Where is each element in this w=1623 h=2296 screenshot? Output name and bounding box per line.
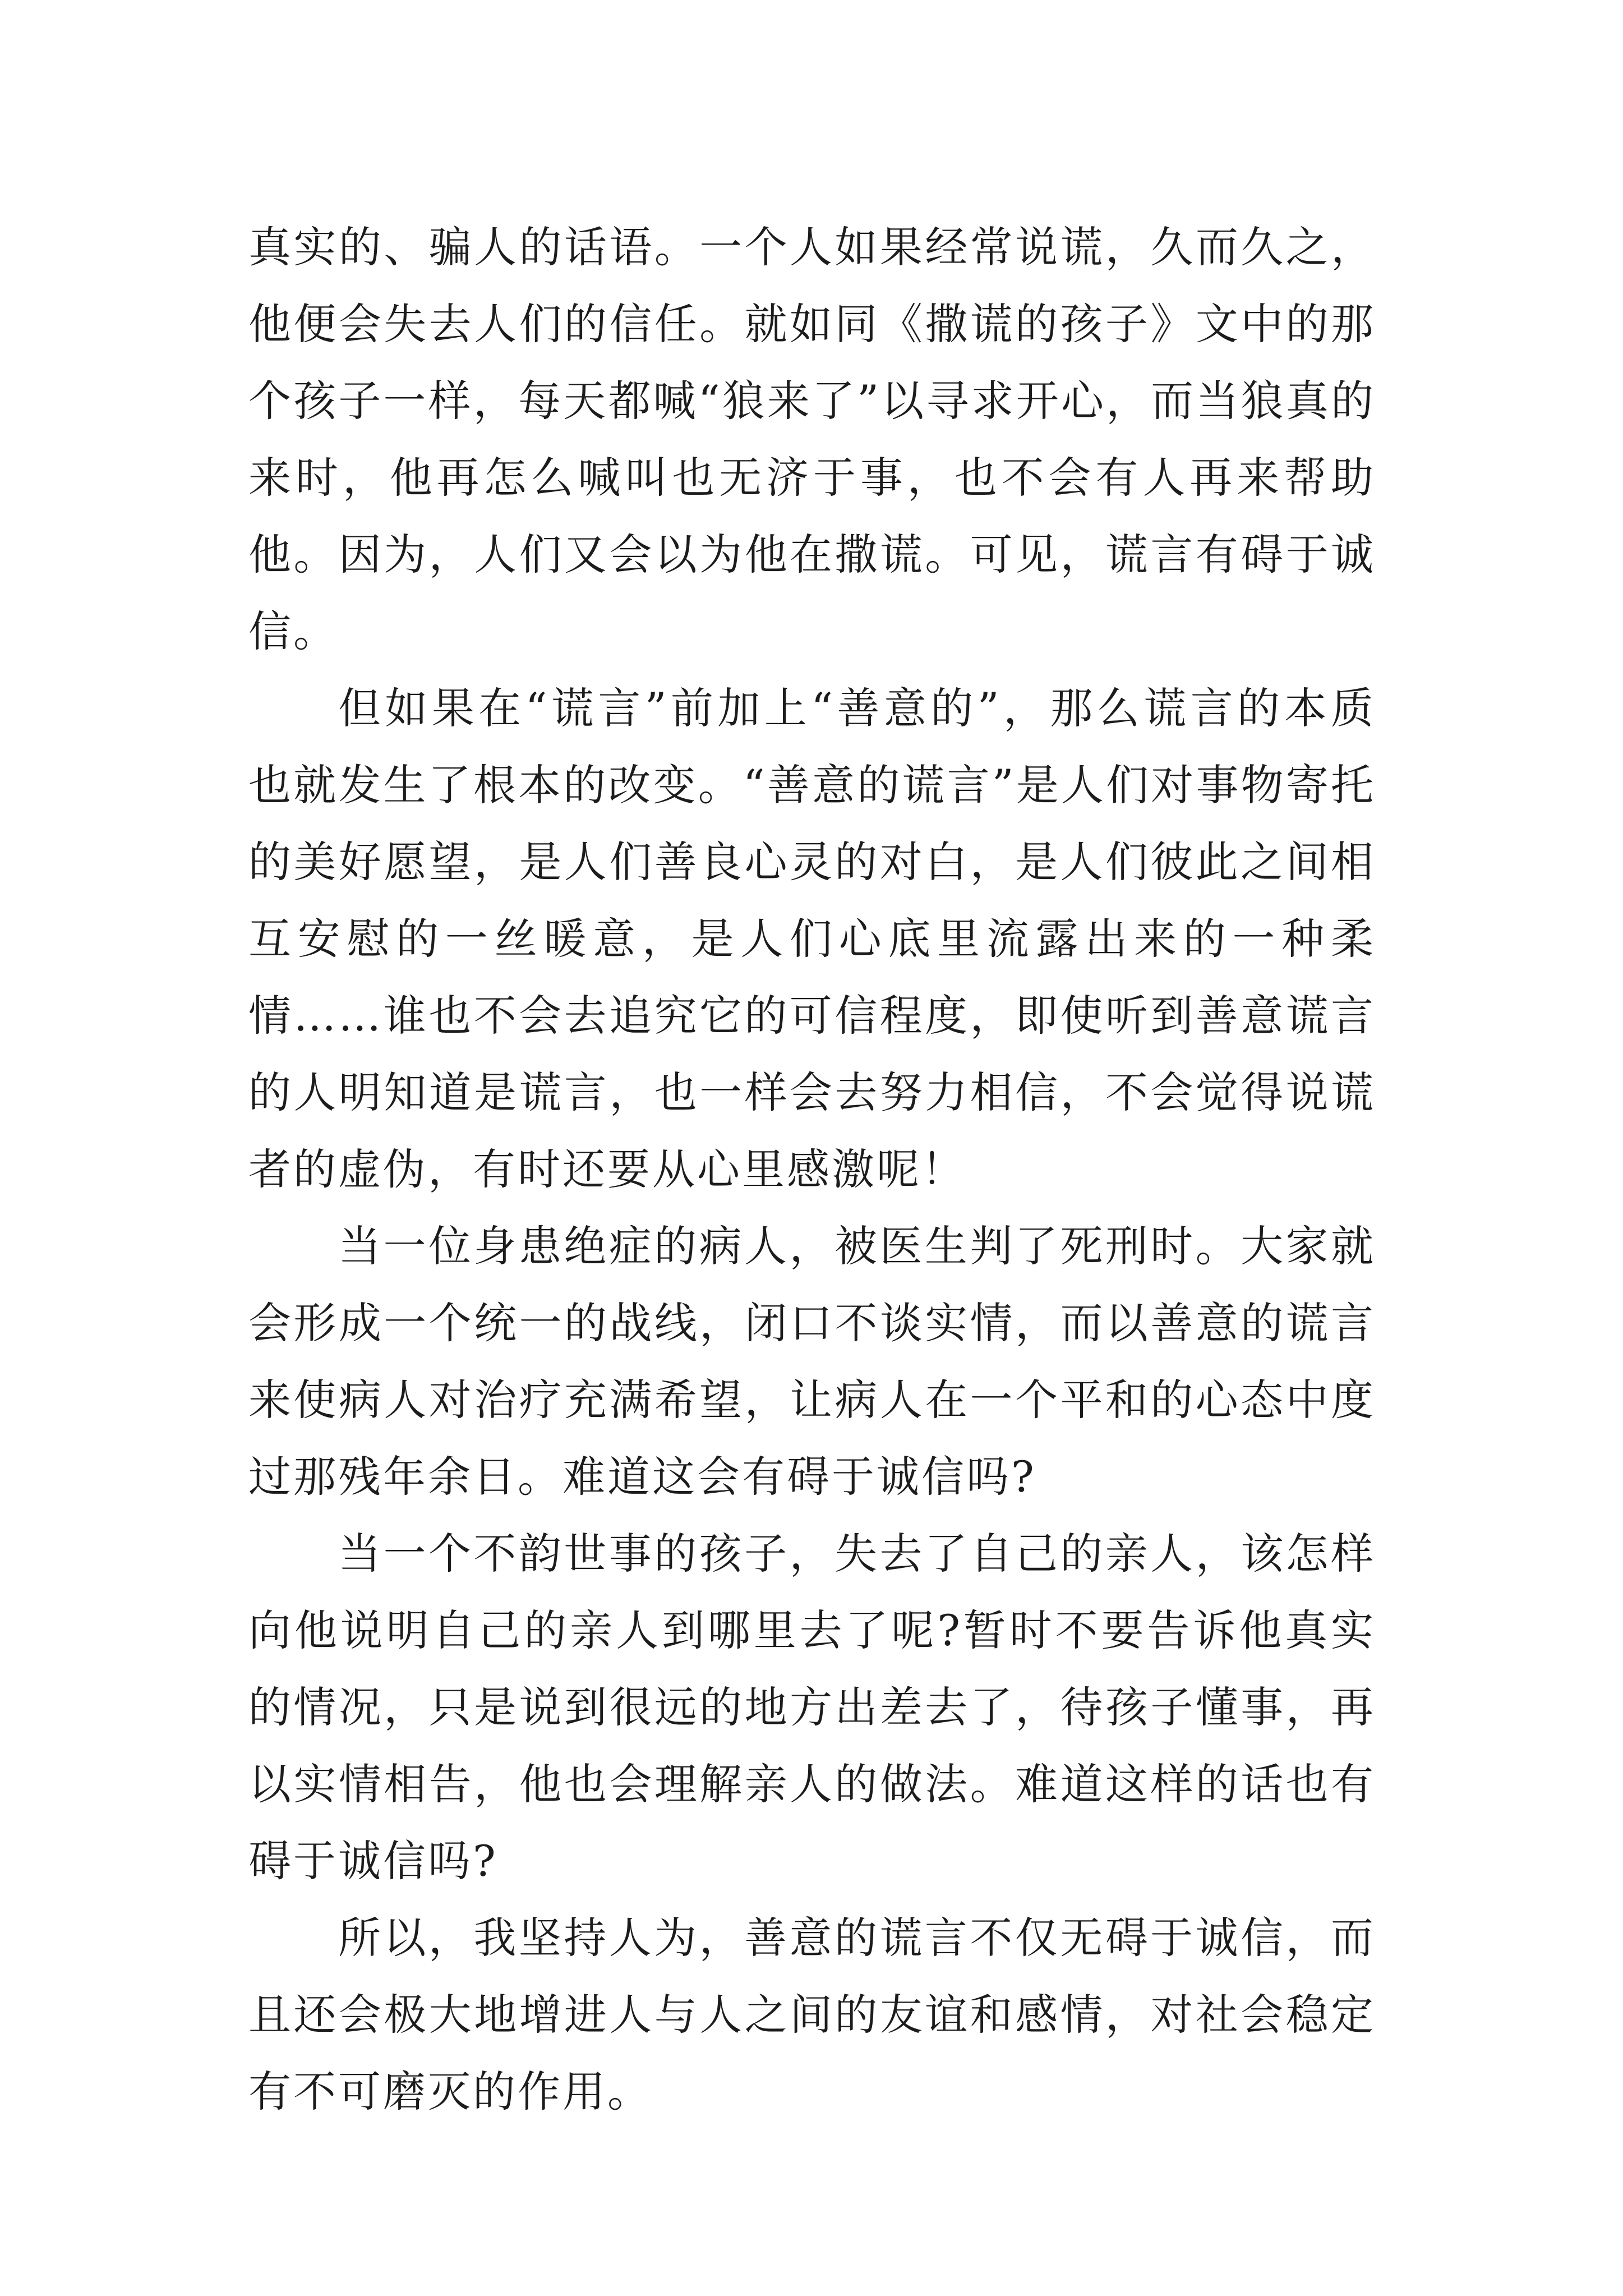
paragraph-1: 真实的、骗人的话语。一个人如果经常说谎，久而久之，他便会失去人们的信任。就如同《撒谎的孩子》文中的那个孩子一样，每天都喊“狼来了”以寻求开心，而当狼真的来时，他再怎么喊叫也无济于事，也不会有人再来帮助他。因为，人们又会以为他在撒谎。可见，谎言有碍于诚信。 (248, 222, 1376, 656)
essay-body (248, 209, 1376, 2130)
paragraph-5: 所以，我坚持人为，善意的谎言不仅无碍于诚信，而且还会极大地增进人与人之间的友谊和感情，对社会稳定有不可磨灭的作用。 (248, 1913, 1376, 2116)
paragraph-4: 当一个不韵世事的孩子，失去了自己的亲人，该怎样向他说明自己的亲人到哪里去了呢?暂时不要告诉他真实的情况，只是说到很远的地方出差去了，待孩子懂事，再以实情相告，他也会理解亲人的做法。难道这样的话也有碍于诚信吗? (248, 1529, 1376, 1886)
paragraph-2: 但如果在“谎言”前加上“善意的”，那么谎言的本质也就发生了根本的改变。“善意的谎言”是人们对事物寄托的美好愿望，是人们善良心灵的对白，是人们彼此之间相互安慰的一丝暖意，是人们心底里流露出来的一种柔情……谁也不会去追究它的可信程度，即使听到善意谎言的人明知道是谎言，也一样会去努力相信，不会觉得说谎者的虚伪，有时还要从心里感激呢！ (248, 683, 1376, 1194)
paragraph-3: 当一位身患绝症的病人，被医生判了死刑时。大家就会形成一个统一的战线，闭口不谈实情，而以善意的谎言来使病人对治疗充满希望，让病人在一个平和的心态中度过那残年余日。难道这会有碍于诚信吗? (248, 1221, 1376, 1502)
